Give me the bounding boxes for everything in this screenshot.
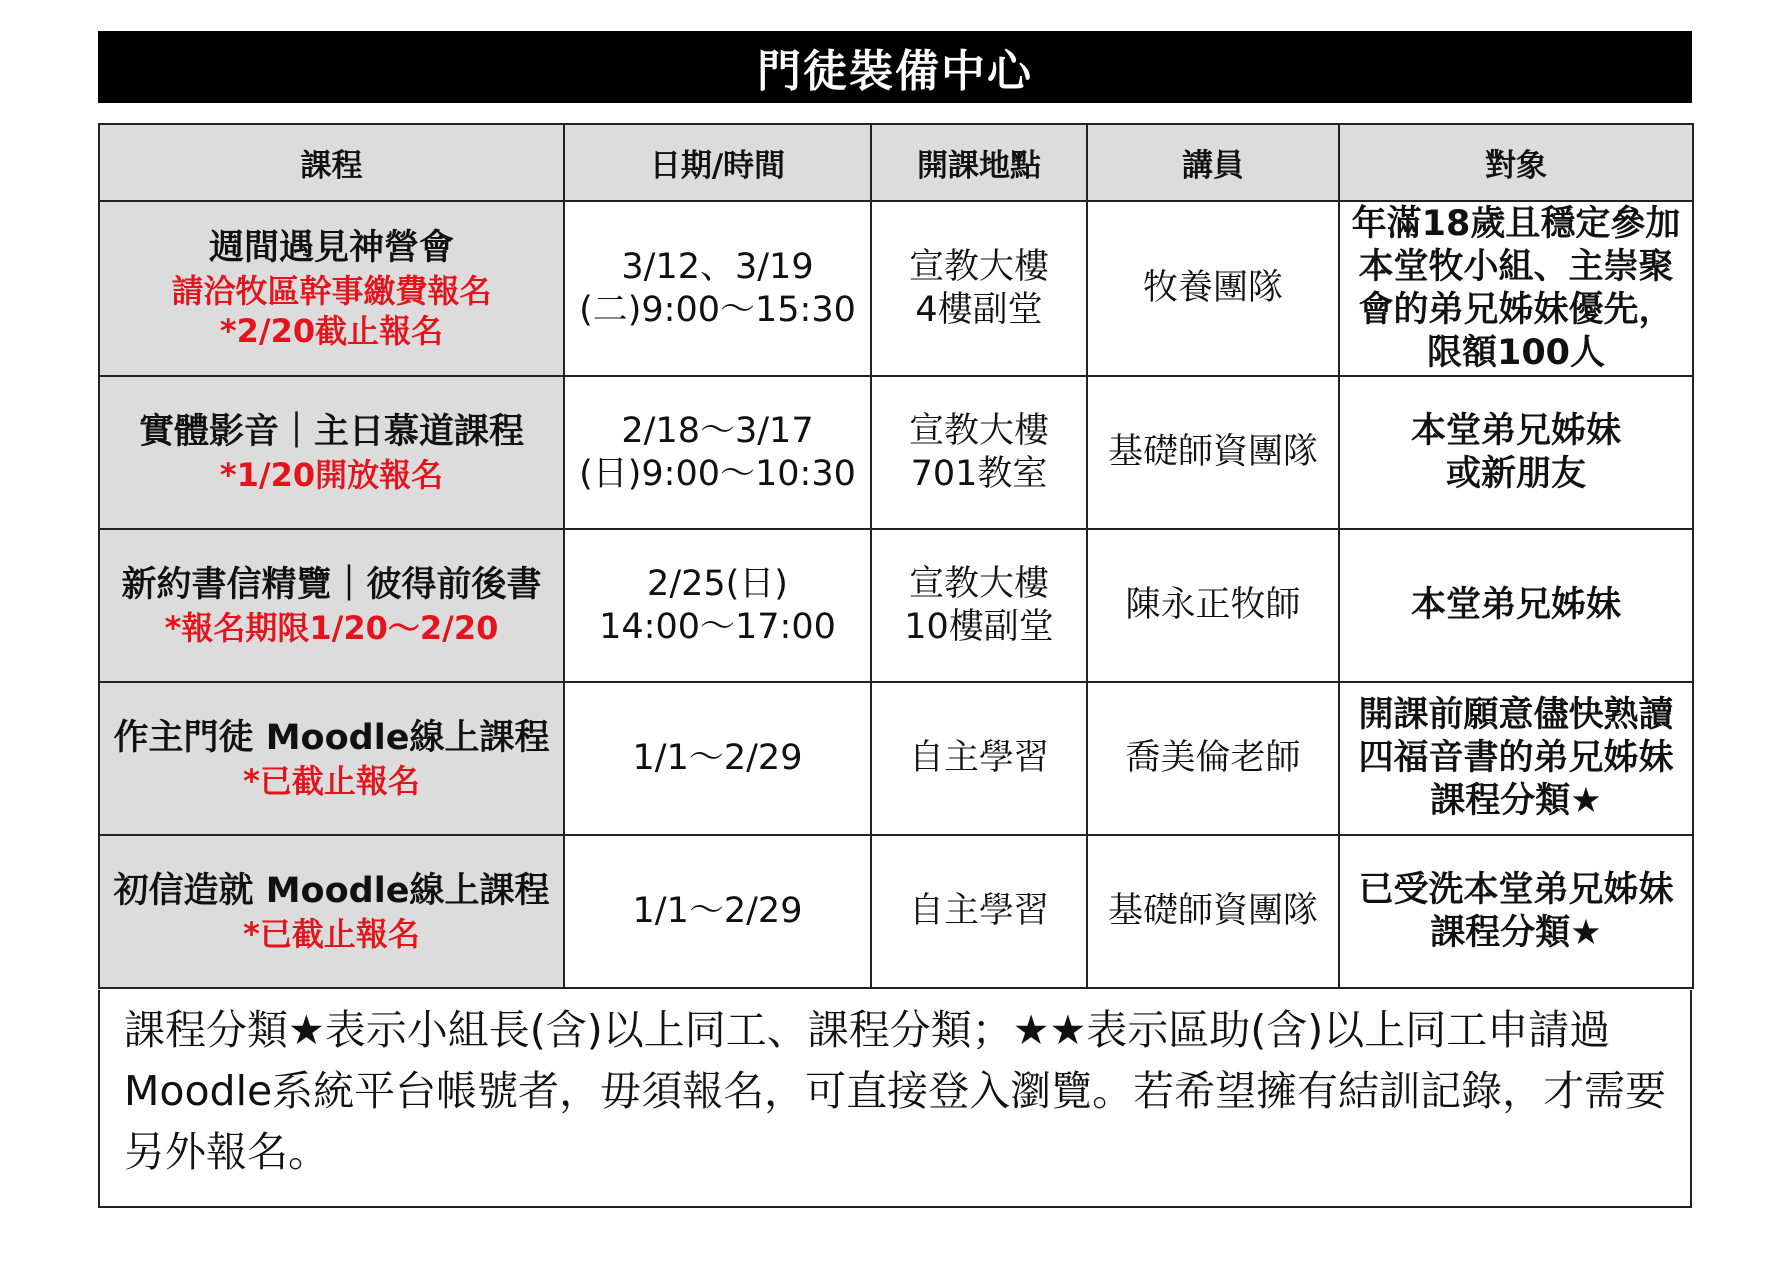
speaker-cell: 陳永正牧師: [1087, 529, 1339, 682]
target-line: 已受洗本堂弟兄姊妹: [1358, 869, 1674, 910]
course-cell: [99, 682, 564, 835]
datetime-cell: [564, 529, 871, 682]
speaker-cell: 喬美倫老師: [1087, 682, 1339, 835]
date-line: 3/12、3/19: [621, 246, 814, 287]
table-row: [99, 529, 1693, 682]
course-name: 實體影音｜主日慕道課程: [138, 412, 524, 452]
datetime-cell: [564, 376, 871, 529]
header-location: 開課地點: [871, 124, 1087, 201]
time-line: (二)9:00～15:30: [579, 289, 856, 330]
time-line: (日)9:00～10:30: [579, 453, 856, 494]
date-line: 1/1～2/29: [632, 891, 803, 931]
location-line: 宣教大樓: [908, 410, 1049, 451]
date-line: 1/1～2/29: [632, 738, 803, 778]
date-line: 2/25(日): [647, 563, 788, 604]
speaker-cell: 基礎師資團隊: [1087, 376, 1339, 529]
target-line: 會的弟兄姊妹優先，: [1358, 289, 1674, 330]
registration-note: 請洽牧區幹事繳費報名: [171, 272, 492, 310]
table-row: [99, 376, 1693, 529]
header-speaker: 講員: [1087, 124, 1339, 201]
header-course: 課程: [99, 124, 564, 201]
footnote: 課程分類★表示小組長(含)以上同工、課程分類；★★表示區助(含)以上同工申請過Moodle系統平台帳號者，毋須報名，可直接登入瀏覽。若希望擁有結訓記錄，才需要另外報名。: [98, 990, 1692, 1208]
location-line: 701教室: [910, 453, 1048, 494]
location-line: 4樓副堂: [915, 289, 1043, 330]
target-line: 或新朋友: [1445, 453, 1586, 494]
course-cell: [99, 835, 564, 988]
target-line: 限額100人: [1426, 332, 1606, 373]
location-cell: [871, 529, 1087, 682]
course-cell: [99, 376, 564, 529]
target-cell: [1339, 835, 1693, 988]
time-line: 14:00～17:00: [599, 606, 836, 647]
table-row: [99, 835, 1693, 988]
location-line: 宣教大樓: [908, 563, 1049, 604]
target-line: 本堂弟兄姊妹: [1410, 585, 1621, 625]
course-name: 初信造就 Moodle線上課程: [113, 871, 550, 911]
header-target: 對象: [1339, 124, 1693, 201]
target-line: 課程分類★: [1430, 912, 1602, 953]
location-line: 10樓副堂: [904, 606, 1054, 647]
course-name: 作主門徒 Moodle線上課程: [113, 718, 550, 758]
registration-note: *已截止報名: [243, 762, 420, 800]
location-cell: [871, 201, 1087, 376]
target-line: 課程分類★: [1430, 781, 1602, 821]
target-line: 開課前願意儘快熟讀: [1358, 695, 1674, 735]
location-line: 自主學習: [908, 738, 1049, 778]
registration-note: *2/20截止報名: [219, 312, 444, 350]
course-cell: [99, 529, 564, 682]
registration-note: *1/20開放報名: [219, 456, 444, 494]
location-cell: [871, 682, 1087, 835]
target-cell: [1339, 529, 1693, 682]
table-row: [99, 201, 1693, 376]
course-schedule-table: [98, 123, 1694, 989]
course-name: 週間遇見神營會: [208, 228, 454, 268]
target-cell: [1339, 201, 1693, 376]
target-line: 本堂弟兄姊妹: [1410, 410, 1621, 451]
datetime-cell: [564, 835, 871, 988]
target-line: 年滿18歲且穩定參加: [1351, 203, 1681, 244]
datetime-cell: [564, 201, 871, 376]
table-row: [99, 682, 1693, 835]
registration-note: *報名期限1/20～2/20: [164, 609, 499, 647]
location-cell: [871, 376, 1087, 529]
target-cell: [1339, 376, 1693, 529]
header-datetime: 日期/時間: [564, 124, 871, 201]
course-cell: [99, 201, 564, 376]
target-line: 本堂牧小組、主崇聚: [1358, 246, 1674, 287]
table-header-row: [99, 124, 1693, 201]
location-cell: [871, 835, 1087, 988]
target-cell: [1339, 682, 1693, 835]
location-line: 自主學習: [908, 891, 1049, 931]
page-title: 門徒裝備中心: [98, 31, 1692, 103]
location-line: 宣教大樓: [908, 246, 1049, 287]
speaker-cell: 牧養團隊: [1087, 201, 1339, 376]
course-name: 新約書信精覽｜彼得前後書: [121, 565, 542, 605]
registration-note: *已截止報名: [243, 915, 420, 953]
speaker-cell: 基礎師資團隊: [1087, 835, 1339, 988]
date-line: 2/18～3/17: [621, 410, 814, 451]
target-line: 四福音書的弟兄姊妹: [1358, 738, 1674, 778]
datetime-cell: [564, 682, 871, 835]
